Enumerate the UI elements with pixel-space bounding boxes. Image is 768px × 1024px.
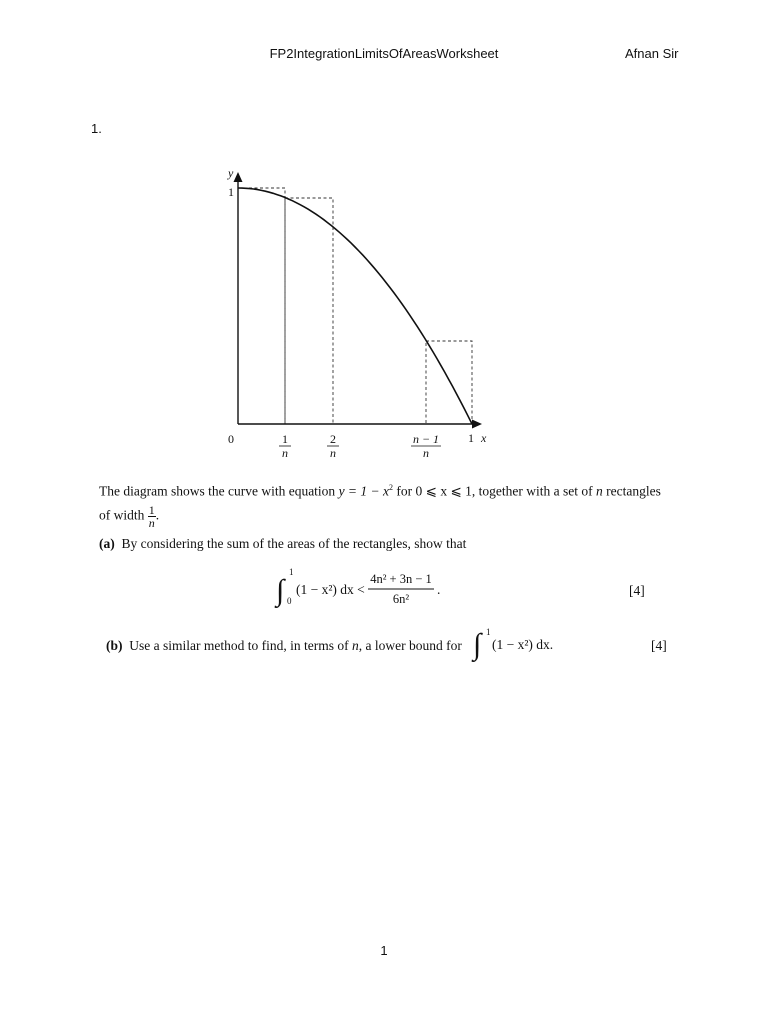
rectangles-diagram [0,0,768,480]
part-b-marks: [4] [651,638,667,653]
tick-3-num: n − 1 [412,432,440,446]
part-a-text: (a) By considering the sum of the areas of the rectangles, show that [99,536,467,551]
integral-upper-b: 1 [486,627,491,637]
y-one-label: 1 [228,185,234,199]
part-b-text: (b) Use a similar method to find, in terms of n, a lower bound for [106,638,462,653]
question-number: 1. [91,121,102,136]
tick-3-den: n [423,446,429,460]
tick-2-num: 2 [330,432,336,446]
page-number: 1 [380,943,388,958]
x-axis-label: x [481,431,487,445]
origin-label: 0 [228,432,234,446]
rectangle-1 [238,188,285,424]
intro-line-2: of width $\frac{1}{n}$ . [99,503,160,530]
part-b-label: (b) [106,638,123,653]
x-one-label: 1 [468,431,474,445]
x-axis-arrow [472,420,482,429]
integral-upper-a: 1 [289,567,294,577]
integrand-b: (1 − x²) dx. [492,637,554,652]
integral-lower-a: 0 [287,596,292,606]
header-author: Afnan Sir [625,46,679,61]
rhs-numerator: 4n² + 3n − 1 [370,572,432,586]
integral-sign-a: ∫ [276,574,285,607]
integrand-a: (1 − x²) dx < [296,582,365,597]
curve [238,188,472,424]
rhs-end: . [437,582,441,597]
part-a-label: (a) [99,536,115,551]
rhs-denominator: 6n² [392,592,410,606]
y-axis-arrow [234,172,243,182]
tick-2-den: n [330,446,336,460]
rectangle-2 [285,198,333,424]
intro-line-1: The diagram shows the curve with equation $y = 1 - x^2$ for 0 ⩽ x ⩽ 1, together with a set of n rectangles [99,483,661,499]
width-fraction: $\frac{1}{n}$ [148,503,155,530]
y-axis-label: y [228,166,234,180]
part-a-marks: [4] [629,583,645,598]
header-title: FP2IntegrationLimitsOfAreasWorksheet [269,46,499,61]
tick-1-den: n [282,446,288,460]
tick-1-num: 1 [282,432,288,446]
integral-sign-b: ∫ [473,628,482,661]
